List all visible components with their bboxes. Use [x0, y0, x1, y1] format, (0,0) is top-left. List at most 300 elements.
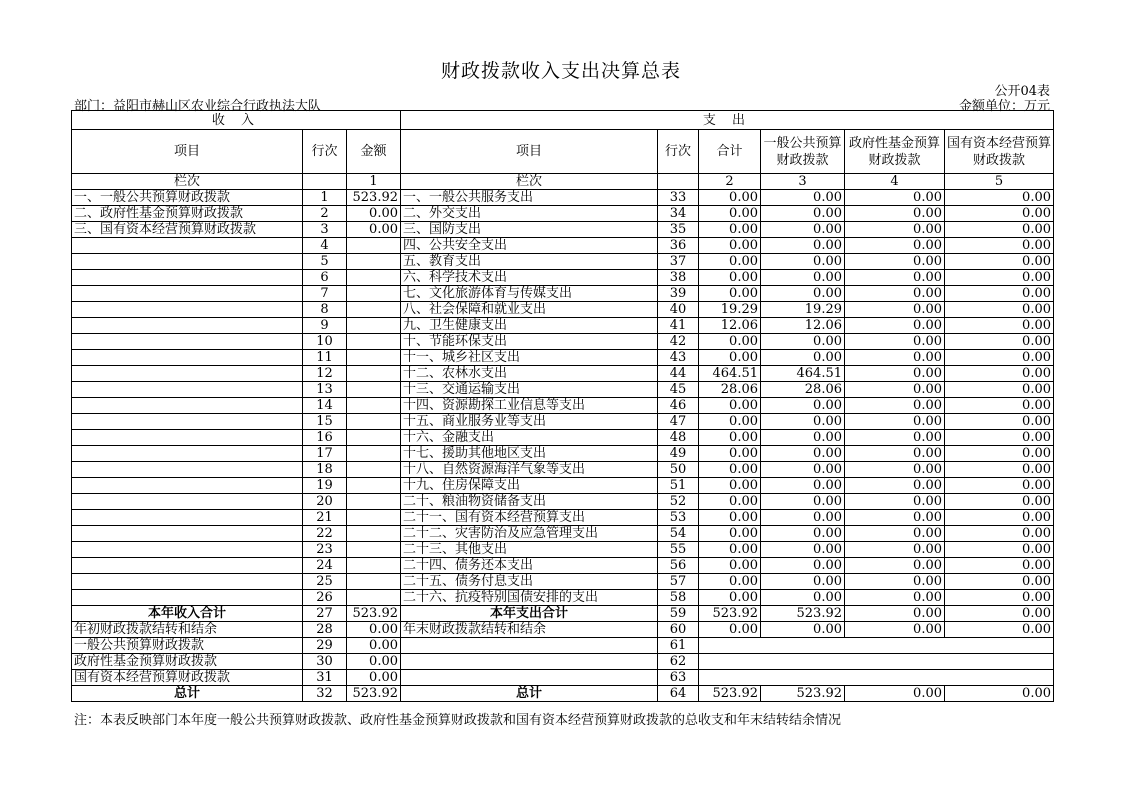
- expense-item: 十、节能环保支出: [401, 334, 658, 350]
- row-number: 31: [303, 670, 347, 686]
- amount-cell: 0.00: [845, 590, 945, 606]
- row-number: 9: [303, 318, 347, 334]
- footnote: 注：本表反映部门本年度一般公共预算财政拨款、政府性基金预算财政拨款和国有资本经营预算财政拨款的总收支和年末结转结余情况: [74, 713, 842, 728]
- amount-cell: 0.00: [761, 350, 845, 366]
- amount-cell: 0.00: [845, 382, 945, 398]
- row-number: 28: [303, 622, 347, 638]
- table-row-carry-in-fund: [72, 654, 1054, 670]
- amount-cell: 464.51: [761, 366, 845, 382]
- row-number: 25: [303, 574, 347, 590]
- table-row: [72, 446, 1054, 462]
- column-index-3: 3: [761, 174, 845, 190]
- amount-cell: [347, 382, 401, 398]
- amount-cell: 0.00: [699, 430, 761, 446]
- income-item: [72, 494, 303, 510]
- income-item: [72, 510, 303, 526]
- amount-cell: 0.00: [761, 494, 845, 510]
- table-row: [72, 318, 1054, 334]
- amount-cell: 0.00: [761, 622, 845, 638]
- row-number: 8: [303, 302, 347, 318]
- expense-item: 二十、粮油物资储备支出: [401, 494, 658, 510]
- table-row-carry-in-general: [72, 638, 1054, 654]
- row-number: 60: [658, 622, 699, 638]
- row-number: 20: [303, 494, 347, 510]
- row-number: 32: [303, 686, 347, 702]
- row-number: 21: [303, 510, 347, 526]
- row-number: 46: [658, 398, 699, 414]
- income-item: [72, 526, 303, 542]
- amount-cell: 0.00: [945, 382, 1054, 398]
- expense-item: 十六、金融支出: [401, 430, 658, 446]
- row-number: 10: [303, 334, 347, 350]
- carry-in-state-label: 国有资本经营预算财政拨款: [72, 670, 303, 686]
- row-number: 51: [658, 478, 699, 494]
- amount-cell: 0.00: [761, 414, 845, 430]
- amount-cell: 0.00: [347, 222, 401, 238]
- amount-cell: 0.00: [761, 430, 845, 446]
- table-row: [72, 558, 1054, 574]
- amount-cell: 0.00: [699, 238, 761, 254]
- amount-cell: 0.00: [945, 478, 1054, 494]
- amount-cell: 523.92: [761, 686, 845, 702]
- amount-cell: 0.00: [845, 206, 945, 222]
- table-row: [72, 350, 1054, 366]
- table-row-carry-in-state: [72, 670, 1054, 686]
- amount-cell: 0.00: [761, 510, 845, 526]
- expense-item: 十四、资源勘探工业信息等支出: [401, 398, 658, 414]
- amount-cell: 12.06: [699, 318, 761, 334]
- expense-item: 七、文化旅游体育与传媒支出: [401, 286, 658, 302]
- row-number: 24: [303, 558, 347, 574]
- income-item: [72, 382, 303, 398]
- amount-cell: 0.00: [347, 638, 401, 654]
- amount-cell: 0.00: [761, 334, 845, 350]
- amount-cell: 0.00: [845, 398, 945, 414]
- expense-item: 十一、城乡社区支出: [401, 350, 658, 366]
- row-number: 45: [658, 382, 699, 398]
- amount-cell: 0.00: [845, 318, 945, 334]
- row-number: 55: [658, 542, 699, 558]
- amount-cell: 0.00: [945, 366, 1054, 382]
- table-row: [72, 462, 1054, 478]
- amount-cell: [347, 430, 401, 446]
- amount-cell: 0.00: [699, 622, 761, 638]
- amount-cell: 0.00: [945, 238, 1054, 254]
- amount-cell: 0.00: [945, 350, 1054, 366]
- table-row: [72, 414, 1054, 430]
- amount-cell: 19.29: [761, 302, 845, 318]
- carry-in-general-label: 一般公共预算财政拨款: [72, 638, 303, 654]
- amount-cell: 0.00: [761, 238, 845, 254]
- amount-cell: 523.92: [699, 606, 761, 622]
- col-header-expense-item: 项目: [401, 130, 658, 174]
- col-header-income-item: 项目: [72, 130, 303, 174]
- row-number: 16: [303, 430, 347, 446]
- amount-cell: [347, 238, 401, 254]
- row-number: 35: [658, 222, 699, 238]
- row-number: 18: [303, 462, 347, 478]
- amount-cell: [347, 254, 401, 270]
- table-row: [72, 510, 1054, 526]
- form-number: 公开04表: [994, 84, 1050, 99]
- amount-cell: 0.00: [845, 622, 945, 638]
- amount-cell: [347, 398, 401, 414]
- amount-cell: 0.00: [945, 334, 1054, 350]
- row-number: 53: [658, 510, 699, 526]
- amount-cell: 0.00: [845, 478, 945, 494]
- expense-item: 十二、农林水支出: [401, 366, 658, 382]
- amount-cell: 0.00: [845, 510, 945, 526]
- amount-cell: 28.06: [761, 382, 845, 398]
- expense-item: 二十一、国有资本经营预算支出: [401, 510, 658, 526]
- expense-item: 二十四、债务还本支出: [401, 558, 658, 574]
- amount-cell: 0.00: [699, 462, 761, 478]
- amount-cell: 0.00: [845, 190, 945, 206]
- expense-item: 四、公共安全支出: [401, 238, 658, 254]
- budget-table: [71, 110, 1054, 702]
- row-number: 7: [303, 286, 347, 302]
- table-row: [72, 398, 1054, 414]
- row-number: 58: [658, 590, 699, 606]
- amount-cell: 0.00: [761, 286, 845, 302]
- income-item: [72, 414, 303, 430]
- amount-cell: 0.00: [845, 238, 945, 254]
- amount-cell: 0.00: [945, 558, 1054, 574]
- row-number: 19: [303, 478, 347, 494]
- amount-cell: 0.00: [699, 286, 761, 302]
- expense-item: 六、科学技术支出: [401, 270, 658, 286]
- row-number: 11: [303, 350, 347, 366]
- amount-cell: 0.00: [945, 190, 1054, 206]
- amount-cell: 0.00: [945, 270, 1054, 286]
- table-row: [72, 206, 1054, 222]
- table-row: [72, 302, 1054, 318]
- amount-cell: 0.00: [945, 606, 1054, 622]
- amount-cell: 0.00: [945, 302, 1054, 318]
- amount-cell: 0.00: [945, 462, 1054, 478]
- amount-cell: 0.00: [945, 206, 1054, 222]
- row-number: 30: [303, 654, 347, 670]
- income-total-label: 本年收入合计: [72, 606, 303, 622]
- income-item: [72, 446, 303, 462]
- expense-item: 一、一般公共服务支出: [401, 190, 658, 206]
- col-header-expense-row-no: 行次: [658, 130, 699, 174]
- amount-cell: [347, 510, 401, 526]
- amount-cell: 0.00: [845, 302, 945, 318]
- amount-cell: [347, 270, 401, 286]
- row-number: 49: [658, 446, 699, 462]
- column-index-5: 5: [945, 174, 1054, 190]
- table-row: [72, 238, 1054, 254]
- expense-item: 五、教育支出: [401, 254, 658, 270]
- income-item: [72, 590, 303, 606]
- income-item: [72, 350, 303, 366]
- amount-cell: 0.00: [699, 558, 761, 574]
- amount-cell: 0.00: [761, 590, 845, 606]
- amount-cell: 0.00: [845, 686, 945, 702]
- amount-cell: 0.00: [761, 558, 845, 574]
- row-number: 12: [303, 366, 347, 382]
- amount-cell: [347, 366, 401, 382]
- amount-cell: 0.00: [845, 446, 945, 462]
- expense-item: 八、社会保障和就业支出: [401, 302, 658, 318]
- expense-item: 二十二、灾害防治及应急管理支出: [401, 526, 658, 542]
- row-number: 2: [303, 206, 347, 222]
- amount-cell: 0.00: [945, 318, 1054, 334]
- amount-cell: 0.00: [945, 414, 1054, 430]
- expense-item: 十三、交通运输支出: [401, 382, 658, 398]
- amount-cell: [347, 542, 401, 558]
- amount-cell: 0.00: [945, 254, 1054, 270]
- amount-cell: 523.92: [761, 606, 845, 622]
- amount-cell: 0.00: [761, 446, 845, 462]
- amount-cell: [347, 574, 401, 590]
- amount-cell: [347, 446, 401, 462]
- row-number: 48: [658, 430, 699, 446]
- amount-cell: 523.92: [347, 190, 401, 206]
- expense-section-header: 支 出: [401, 111, 1054, 130]
- amount-cell: [347, 590, 401, 606]
- amount-cell: 0.00: [945, 222, 1054, 238]
- row-number: 42: [658, 334, 699, 350]
- table-row: [72, 574, 1054, 590]
- amount-cell: 0.00: [761, 222, 845, 238]
- row-number: 33: [658, 190, 699, 206]
- amount-cell: [347, 286, 401, 302]
- amount-cell: 0.00: [761, 206, 845, 222]
- table-row: [72, 542, 1054, 558]
- amount-cell: 0.00: [945, 398, 1054, 414]
- row-number: 4: [303, 238, 347, 254]
- row-number: 36: [658, 238, 699, 254]
- table-row-grand-total: [72, 686, 1054, 702]
- amount-cell: [347, 318, 401, 334]
- income-item: [72, 302, 303, 318]
- row-number: 43: [658, 350, 699, 366]
- grand-total-label: 总计: [72, 686, 303, 702]
- amount-cell: [347, 302, 401, 318]
- amount-cell: 464.51: [699, 366, 761, 382]
- amount-cell: 523.92: [699, 686, 761, 702]
- amount-cell: 0.00: [845, 526, 945, 542]
- amount-cell: 0.00: [845, 270, 945, 286]
- amount-cell: 0.00: [699, 398, 761, 414]
- amount-cell: 0.00: [845, 366, 945, 382]
- row-number: 14: [303, 398, 347, 414]
- row-number: 61: [658, 638, 699, 654]
- amount-cell: 0.00: [699, 222, 761, 238]
- column-index-2: 2: [699, 174, 761, 190]
- amount-unit-label: 金额单位：万元: [958, 99, 1050, 114]
- table-row-income-total: [72, 606, 1054, 622]
- expense-total-label: 本年支出合计: [401, 606, 658, 622]
- amount-cell: 0.00: [845, 542, 945, 558]
- amount-cell: 0.00: [699, 526, 761, 542]
- table-row: [72, 494, 1054, 510]
- col-header-general-budget: 一般公共预算财政拨款: [761, 130, 845, 174]
- amount-cell: 0.00: [699, 510, 761, 526]
- row-number: 47: [658, 414, 699, 430]
- expense-item: 十九、住房保障支出: [401, 478, 658, 494]
- income-item: 二、政府性基金预算财政拨款: [72, 206, 303, 222]
- income-item: [72, 558, 303, 574]
- col-header-income-row-no: 行次: [303, 130, 347, 174]
- amount-cell: 0.00: [761, 462, 845, 478]
- expense-item: 十五、商业服务业等支出: [401, 414, 658, 430]
- amount-cell: 0.00: [699, 478, 761, 494]
- amount-cell: [347, 462, 401, 478]
- amount-cell: 28.06: [699, 382, 761, 398]
- amount-cell: 0.00: [945, 494, 1054, 510]
- income-section-header: 收 入: [72, 111, 401, 130]
- table-row: [72, 254, 1054, 270]
- income-item: [72, 574, 303, 590]
- amount-cell: [347, 558, 401, 574]
- amount-cell: [347, 334, 401, 350]
- income-item: [72, 270, 303, 286]
- amount-cell: 0.00: [845, 558, 945, 574]
- amount-cell: 0.00: [945, 542, 1054, 558]
- income-item: [72, 366, 303, 382]
- table-row: [72, 286, 1054, 302]
- amount-cell: 0.00: [845, 286, 945, 302]
- income-item: [72, 238, 303, 254]
- amount-cell: 19.29: [699, 302, 761, 318]
- amount-cell: 0.00: [761, 526, 845, 542]
- income-item: [72, 254, 303, 270]
- amount-cell: 0.00: [699, 574, 761, 590]
- amount-cell: 0.00: [845, 414, 945, 430]
- amount-cell: [347, 526, 401, 542]
- amount-cell: 0.00: [699, 334, 761, 350]
- col-header-fund-budget: 政府性基金预算财政拨款: [845, 130, 945, 174]
- amount-cell: 0.00: [945, 622, 1054, 638]
- amount-cell: 0.00: [945, 510, 1054, 526]
- income-item: [72, 398, 303, 414]
- table-row: [72, 590, 1054, 606]
- amount-cell: 0.00: [945, 526, 1054, 542]
- amount-cell: 0.00: [699, 254, 761, 270]
- row-number: 59: [658, 606, 699, 622]
- amount-cell: [347, 350, 401, 366]
- amount-cell: 0.00: [761, 478, 845, 494]
- expense-item: 二十六、抗疫特别国债安排的支出: [401, 590, 658, 606]
- col-header-total: 合计: [699, 130, 761, 174]
- amount-cell: 0.00: [845, 494, 945, 510]
- amount-cell: 0.00: [945, 686, 1054, 702]
- expense-item: 二十三、其他支出: [401, 542, 658, 558]
- carry-out-label: 年末财政拨款结转和结余: [401, 622, 658, 638]
- column-index-label: 栏次: [72, 174, 303, 190]
- amount-cell: 0.00: [699, 590, 761, 606]
- row-number: 54: [658, 526, 699, 542]
- table-row: [72, 382, 1054, 398]
- column-index-1: 1: [347, 174, 401, 190]
- table-row: [72, 366, 1054, 382]
- amount-cell: 0.00: [699, 494, 761, 510]
- amount-cell: 0.00: [347, 670, 401, 686]
- amount-cell: 0.00: [699, 190, 761, 206]
- amount-cell: 523.92: [347, 686, 401, 702]
- row-number: 27: [303, 606, 347, 622]
- income-item: 三、国有资本经营预算财政拨款: [72, 222, 303, 238]
- amount-cell: 0.00: [845, 222, 945, 238]
- row-number: 62: [658, 654, 699, 670]
- row-number: 37: [658, 254, 699, 270]
- amount-cell: 0.00: [347, 622, 401, 638]
- amount-cell: 0.00: [845, 462, 945, 478]
- carry-in-label: 年初财政拨款结转和结余: [72, 622, 303, 638]
- col-header-state-capital-budget: 国有资本经营预算财政拨款: [945, 130, 1054, 174]
- amount-cell: 0.00: [761, 254, 845, 270]
- amount-cell: 0.00: [761, 542, 845, 558]
- income-item: [72, 542, 303, 558]
- carry-in-fund-label: 政府性基金预算财政拨款: [72, 654, 303, 670]
- expense-item: 三、国防支出: [401, 222, 658, 238]
- row-number: 26: [303, 590, 347, 606]
- amount-cell: 523.92: [347, 606, 401, 622]
- amount-cell: 0.00: [945, 574, 1054, 590]
- amount-cell: 0.00: [761, 574, 845, 590]
- row-number: 38: [658, 270, 699, 286]
- amount-cell: 0.00: [845, 254, 945, 270]
- row-number: 41: [658, 318, 699, 334]
- expense-item: 十七、援助其他地区支出: [401, 446, 658, 462]
- amount-cell: 0.00: [845, 350, 945, 366]
- row-number: 56: [658, 558, 699, 574]
- amount-cell: 0.00: [699, 350, 761, 366]
- table-row: [72, 270, 1054, 286]
- table-row: [72, 430, 1054, 446]
- amount-cell: 12.06: [761, 318, 845, 334]
- amount-cell: 0.00: [347, 654, 401, 670]
- amount-cell: [347, 494, 401, 510]
- row-number: 39: [658, 286, 699, 302]
- col-header-income-amount: 金额: [347, 130, 401, 174]
- expense-item: 十八、自然资源海洋气象等支出: [401, 462, 658, 478]
- income-item: [72, 286, 303, 302]
- amount-cell: 0.00: [845, 430, 945, 446]
- row-number: 3: [303, 222, 347, 238]
- row-number: 13: [303, 382, 347, 398]
- amount-cell: 0.00: [699, 414, 761, 430]
- amount-cell: 0.00: [761, 270, 845, 286]
- expense-item: 二、外交支出: [401, 206, 658, 222]
- row-number: 57: [658, 574, 699, 590]
- table-row: [72, 478, 1054, 494]
- amount-cell: 0.00: [945, 590, 1054, 606]
- row-number: 40: [658, 302, 699, 318]
- table-row: [72, 222, 1054, 238]
- amount-cell: 0.00: [845, 606, 945, 622]
- row-number: 64: [658, 686, 699, 702]
- amount-cell: 0.00: [761, 398, 845, 414]
- table-row: [72, 190, 1054, 206]
- row-number: 29: [303, 638, 347, 654]
- income-item: [72, 334, 303, 350]
- column-index-4: 4: [845, 174, 945, 190]
- page-title: 财政拨款收入支出决算总表: [440, 60, 681, 82]
- row-number: 44: [658, 366, 699, 382]
- amount-cell: [347, 478, 401, 494]
- column-index-label-2: 栏次: [401, 174, 658, 190]
- amount-cell: 0.00: [945, 446, 1054, 462]
- row-number: 22: [303, 526, 347, 542]
- table-row-carry-over: [72, 622, 1054, 638]
- row-number: 1: [303, 190, 347, 206]
- amount-cell: 0.00: [761, 190, 845, 206]
- amount-cell: 0.00: [945, 286, 1054, 302]
